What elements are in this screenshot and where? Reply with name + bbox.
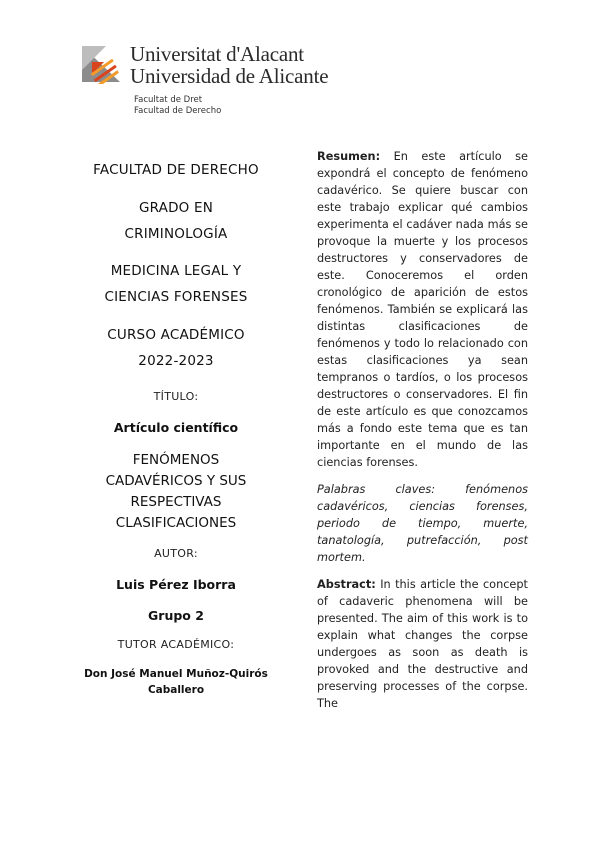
abstract-column <box>317 148 528 712</box>
tutor-name-line-1: Don José Manuel Muñoz-Quirós <box>84 668 268 680</box>
subject-heading <box>68 258 284 310</box>
tutor-name <box>60 666 292 698</box>
tutor-name-line-2: Caballero <box>147 684 205 696</box>
subject-line-1: MEDICINA LEGAL Y <box>110 263 242 279</box>
title-label: TÍTULO: <box>153 390 199 403</box>
abstract-paragraph <box>317 576 528 712</box>
author-label: AUTOR: <box>154 547 198 560</box>
article-title-line-2: CADAVÉRICOS Y SUS <box>105 473 247 489</box>
degree-line-1: GRADO EN <box>138 200 214 216</box>
degree-heading <box>68 195 284 247</box>
author-name: Luis Pérez Iborra <box>116 577 236 592</box>
course-line-2: 2022-2023 <box>138 353 214 369</box>
tutor-label: TUTOR ACADÉMICO: <box>117 638 235 651</box>
course-heading <box>68 322 284 374</box>
resumen-label: Resumen: <box>317 150 381 163</box>
keywords-paragraph: Palabras claves: fenómenos cadavéricos, ciencias forenses, periodo de tiempo, muerte, tanatología, putrefacción, post mortem. <box>317 483 528 564</box>
course-line-1: CURSO ACADÉMICO <box>107 327 245 343</box>
faculty-name-valencian: Facultat de Dret <box>134 95 203 105</box>
document-type: Artículo científico <box>113 420 239 435</box>
university-name-valencian: Universitat d'Alacant <box>130 42 304 66</box>
subject-line-2: CIENCIAS FORENSES <box>104 289 248 305</box>
group-label: Grupo 2 <box>148 608 204 623</box>
article-title-line-4: CLASIFICACIONES <box>115 515 237 531</box>
article-title-line-1: FENÓMENOS <box>132 452 220 468</box>
resumen-text: En este artículo se expondrá el concepto de fenómeno cadavérico. Se quiere buscar con este trabajo explicar qué cambios experimenta el cadáver nada más se provoque la muerte y los procesos destructores y conservadores de este. Conoceremos el orden cronológico de aparición de estos fenómenos. También se explicará las distintas clasificaciones de fenómenos y todo lo relacionado con estas clasificaciones ya sean tempranos o tardíos, o los procesos destructores o conservadores. El fin de este artículo es que conozcamos más a fondo este tema que es tan importante en el mundo de las ciencias forenses. <box>317 150 528 469</box>
degree-line-2: CRIMINOLOGÍA <box>124 226 228 242</box>
faculty-name-spanish: Facultad de Derecho <box>134 106 222 116</box>
university-name-spanish: Universidad de Alicante <box>130 64 329 88</box>
abstract-label: Abstract: <box>317 578 376 591</box>
article-title-line-3: RESPECTIVAS <box>130 494 222 510</box>
abstract-text: In this article the concept of cadaveric phenomena will be presented. The aim of this work is to explain what changes the corpse undergoes as soon as death is provoked and the destructive and preserving processes of the corpse. The <box>317 578 528 710</box>
university-logo-icon <box>80 44 124 84</box>
faculty-heading: FACULTAD DE DERECHO <box>93 162 259 178</box>
resumen-paragraph <box>317 148 528 471</box>
article-title <box>68 450 284 534</box>
